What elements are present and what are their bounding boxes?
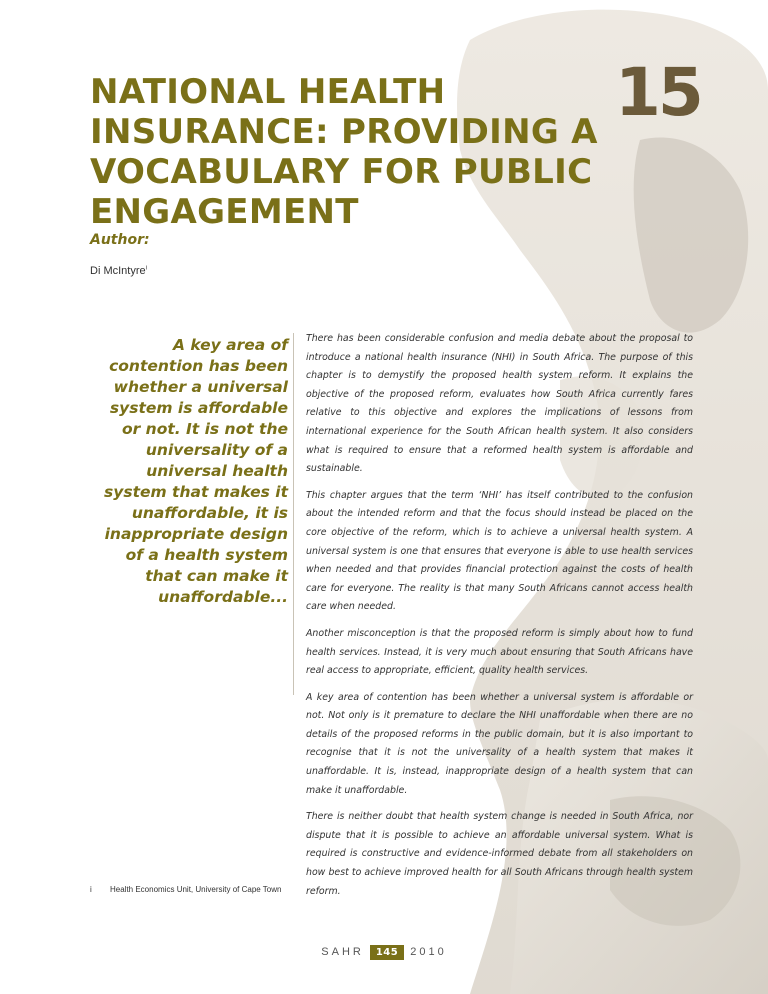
footnote bbox=[90, 885, 281, 894]
author-name-text: Di McIntyre bbox=[90, 265, 146, 277]
body-paragraph: This chapter argues that the term ‘NHI’ has itself contributed to the confusion about the intended reform and that the focus should instead be placed on the core objective of the reform, which is to achieve a universal health system. A universal system is one that ensures that everyone is able to use health services when needed and that provides financial protection against the costs of health care for everyone. The reality is that many South Africans cannot access health care when needed. bbox=[306, 489, 693, 613]
footer-year: 2010 bbox=[410, 946, 447, 958]
footnote-mark: i bbox=[90, 885, 92, 894]
footnote-text: Health Economics Unit, University of Cape Town bbox=[110, 885, 282, 894]
body-text bbox=[306, 330, 693, 909]
page-number: 145 bbox=[370, 945, 404, 960]
body-paragraph: There is neither doubt that health system change is needed in South Africa, nor dispute that it is possible to achieve an affordable universal system. What is required is constructive and evidence-informed debate from all stakeholders on how best to achieve improved health for all South Africans through health system reform. bbox=[306, 811, 693, 897]
author-label: Author: bbox=[90, 232, 150, 248]
footer-publication: SAHR bbox=[321, 946, 364, 958]
column-divider bbox=[293, 333, 294, 695]
author-footnote-mark: i bbox=[145, 265, 147, 272]
author-name bbox=[90, 265, 147, 277]
body-paragraph: Another misconception is that the proposed reform is simply about how to fund health services. Instead, it is very much about ensuring that South Africans have real access to appropriate, efficient, quality health services. bbox=[306, 627, 693, 677]
chapter-title: NATIONAL HEALTH INSURANCE: PROVIDING A VOCABULARY FOR PUBLIC ENGAGEMENT bbox=[90, 72, 598, 232]
pull-quote: A key area of contention has been whether a universal system is affordable or not. It is not the universality of a universal health system that makes it unaffordable, it is inappropriate design of a health system that can make it unaffordable... bbox=[104, 336, 288, 606]
body-paragraph: There has been considerable confusion and media debate about the proposal to introduce a national health insurance (NHI) in South Africa. The purpose of this chapter is to demystify the proposed health system reform. It explains the objective of the proposed reform, evaluates how South Africa currently fares relative to this objective and explores the implications of lessons from international experience for the South African health system. It also considers what is required to ensure that a reformed health system is affordable and sustainable. bbox=[306, 333, 693, 475]
chapter-number: 15 bbox=[615, 54, 701, 131]
body-paragraph: A key area of contention has been whether a universal system is affordable or not. Not only is it premature to declare the NHI unaffordable when there are no details of the proposed reforms in the public domain, but it is also important to recognise that it is not the universality of a health system that makes it unaffordable. It is, instead, inappropriate design of a health system that can make it unaffordable. bbox=[306, 691, 693, 796]
page-footer bbox=[0, 945, 768, 960]
